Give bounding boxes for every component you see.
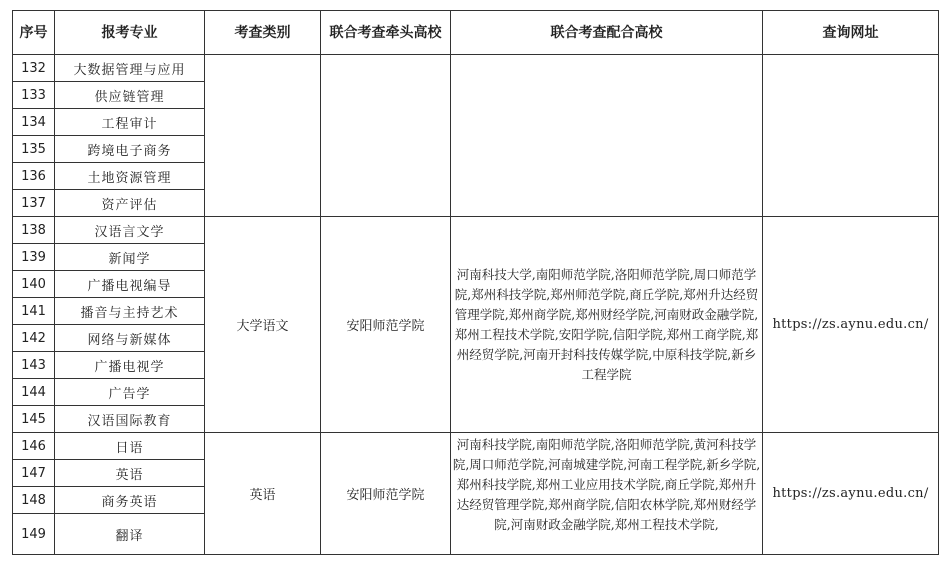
major-cell: 大数据管理与应用 bbox=[55, 55, 205, 82]
lead-school-cell: 安阳师范学院 bbox=[321, 433, 451, 555]
major-cell: 翻译 bbox=[55, 514, 205, 555]
seq-cell: 139 bbox=[13, 244, 55, 271]
seq-cell: 134 bbox=[13, 109, 55, 136]
query-url-cell: https://zs.aynu.edu.cn/ bbox=[763, 433, 939, 555]
header-partner-schools: 联合考查配合高校 bbox=[451, 11, 763, 55]
major-cell: 广播电视编导 bbox=[55, 271, 205, 298]
partner-schools-cell-empty bbox=[451, 55, 763, 217]
major-cell: 网络与新媒体 bbox=[55, 325, 205, 352]
category-cell-empty bbox=[205, 55, 321, 217]
partner-schools-cell: 河南科技大学,南阳师范学院,洛阳师范学院,周口师范学院,郑州科技学院,郑州师范学院,商丘学院,郑州升达经贸管理学院,郑州商学院,郑州财经学院,河南财政金融学院,郑州工程技术学院,安阳学院,信阳学院,郑州工商学院,郑州经贸学院,河南开封科技传媒学院,中原科技学院,新乡工程学院 bbox=[451, 217, 763, 433]
table-row bbox=[13, 55, 939, 82]
seq-cell: 145 bbox=[13, 406, 55, 433]
seq-cell: 135 bbox=[13, 136, 55, 163]
major-cell: 广告学 bbox=[55, 379, 205, 406]
seq-cell: 141 bbox=[13, 298, 55, 325]
seq-cell: 149 bbox=[13, 514, 55, 555]
major-cell: 商务英语 bbox=[55, 487, 205, 514]
seq-cell: 137 bbox=[13, 190, 55, 217]
admission-table-container bbox=[12, 10, 939, 555]
seq-cell: 143 bbox=[13, 352, 55, 379]
major-cell: 英语 bbox=[55, 460, 205, 487]
query-url-cell: https://zs.aynu.edu.cn/ bbox=[763, 217, 939, 433]
seq-cell: 144 bbox=[13, 379, 55, 406]
partner-schools-text: 河南科技学院,南阳师范学院,洛阳师范学院,黄河科技学院,周口师范学院,河南城建学院,河南工程学院,新乡学院,郑州科技学院,郑州工业应用技术学院,商丘学院,郑州升达经贸管理学院,郑州商学院,信阳农林学院,郑州财经学院,河南财政金融学院,郑州工程技术学院, bbox=[452, 436, 761, 532]
partner-schools-cell bbox=[451, 433, 763, 555]
major-cell: 资产评估 bbox=[55, 190, 205, 217]
seq-cell: 140 bbox=[13, 271, 55, 298]
major-cell: 日语 bbox=[55, 433, 205, 460]
major-cell: 供应链管理 bbox=[55, 82, 205, 109]
header-major: 报考专业 bbox=[55, 11, 205, 55]
category-cell: 大学语文 bbox=[205, 217, 321, 433]
query-url-cell-empty bbox=[763, 55, 939, 217]
seq-cell: 132 bbox=[13, 55, 55, 82]
header-category: 考查类别 bbox=[205, 11, 321, 55]
seq-cell: 133 bbox=[13, 82, 55, 109]
major-cell: 播音与主持艺术 bbox=[55, 298, 205, 325]
lead-school-cell-empty bbox=[321, 55, 451, 217]
header-seq: 序号 bbox=[13, 11, 55, 55]
major-cell: 工程审计 bbox=[55, 109, 205, 136]
joint-exam-table bbox=[12, 10, 939, 555]
major-cell: 跨境电子商务 bbox=[55, 136, 205, 163]
seq-cell: 138 bbox=[13, 217, 55, 244]
table-row bbox=[13, 433, 939, 460]
category-cell: 英语 bbox=[205, 433, 321, 555]
major-cell: 汉语言文学 bbox=[55, 217, 205, 244]
header-row bbox=[13, 11, 939, 55]
header-query-url: 查询网址 bbox=[763, 11, 939, 55]
seq-cell: 142 bbox=[13, 325, 55, 352]
major-cell: 广播电视学 bbox=[55, 352, 205, 379]
seq-cell: 146 bbox=[13, 433, 55, 460]
seq-cell: 148 bbox=[13, 487, 55, 514]
major-cell: 新闻学 bbox=[55, 244, 205, 271]
header-lead-school: 联合考查牵头高校 bbox=[321, 11, 451, 55]
major-cell: 汉语国际教育 bbox=[55, 406, 205, 433]
table-row bbox=[13, 217, 939, 244]
lead-school-cell: 安阳师范学院 bbox=[321, 217, 451, 433]
major-cell: 土地资源管理 bbox=[55, 163, 205, 190]
seq-cell: 147 bbox=[13, 460, 55, 487]
seq-cell: 136 bbox=[13, 163, 55, 190]
